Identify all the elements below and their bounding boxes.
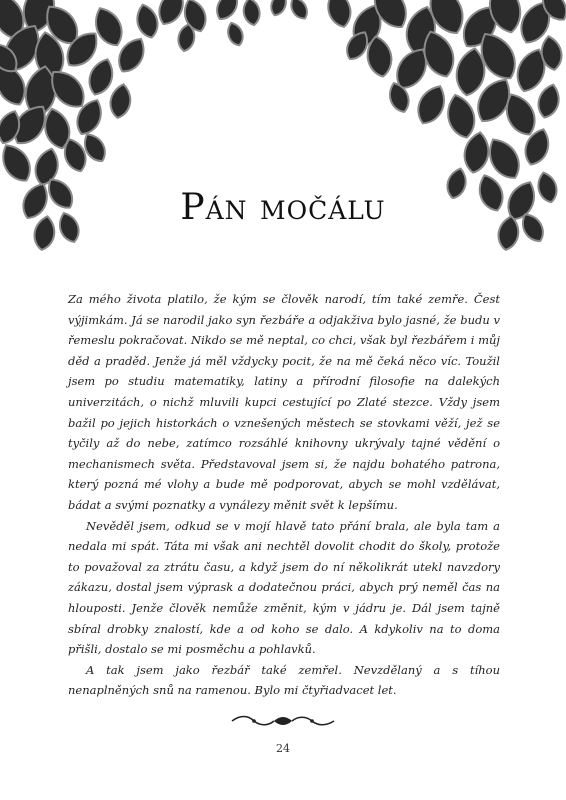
leaf-shape [108,83,133,120]
leaf-shape [443,92,479,141]
leaf-shape [85,56,118,98]
leaf-shape [133,2,161,40]
leaf-shape [154,0,189,28]
leaf-shape [242,0,262,26]
leaf-shape [212,0,243,23]
chapter-body [68,289,500,701]
paragraph: Nevěděl jsem, odkud se v mojí hlavě tato přání brala, ale byla tam a nedala mi spát. Táta mi však ani nechtěl dovolit chodit do školy, protože to považoval za ztrátu času, a když jsem do ní několikrát utekl navzdory zákazu, dostal jsem výprask a dodatečnou práci, abych prý neměl čas na hlouposti. Jenže člověk nemůže změnit, kým v jádru je. Dál jsem tajně sbíral drobky znalostí, kde a od koho se dalo. A kdykoliv na to doma přišli, dostalo se mi posměchu a pohlavků. [68,518,500,657]
ornament-flourish-icon [230,714,336,728]
leaf-shape [287,0,311,22]
chapter-title: Pán močálu [180,187,386,228]
leaf-shape [535,82,563,120]
paragraph: A tak jsem jako řezbář také zemřel. Nevzdělaný a s tíhou nenaplněných snů na ramenou. Bylo mi čtyřiadvacet let. [68,662,500,698]
leaves-illustration-icon [0,0,566,280]
page-number: 24 [276,742,290,755]
leaf-shape [268,0,289,18]
paragraph: Za mého života platilo, že kým se člověk narodí, tím také zemře. Čest výjimkám. Já se narodil jako syn řezbáře a odjakživa bylo jasné, že budu v řemeslu pokračovat. Nikdo se mě neptal, co chci, však byl řezbářem i můj děd a praděd. Jenže já měl vždycky pocit, že na mě čeká něco víc. Toužil jsem po studiu matematiky, latiny a přírodní filosofie na dalekých univerzitách, o nichž mluvili kupci cestující po Zlaté stezce. Vždy jsem bažil po jejich historkách o vznešených městech se stovkami věží, jež se tyčily až do nebe, zatímco rozsáhlé knihovny ukrývaly tajné vědění o mechanismech světa. Představoval jsem si, že najdu bohatého patrona, který pozná mé vlohy a bude mě podporovat, abych se mohl vzdělávat, bádat a svými poznatky a vynálezy měnit svět k lepšímu. [68,292,500,512]
leaf-shape [324,0,354,30]
leaf-shape [225,21,246,48]
leaf-shape [412,81,450,128]
leaf-shape [0,139,37,186]
